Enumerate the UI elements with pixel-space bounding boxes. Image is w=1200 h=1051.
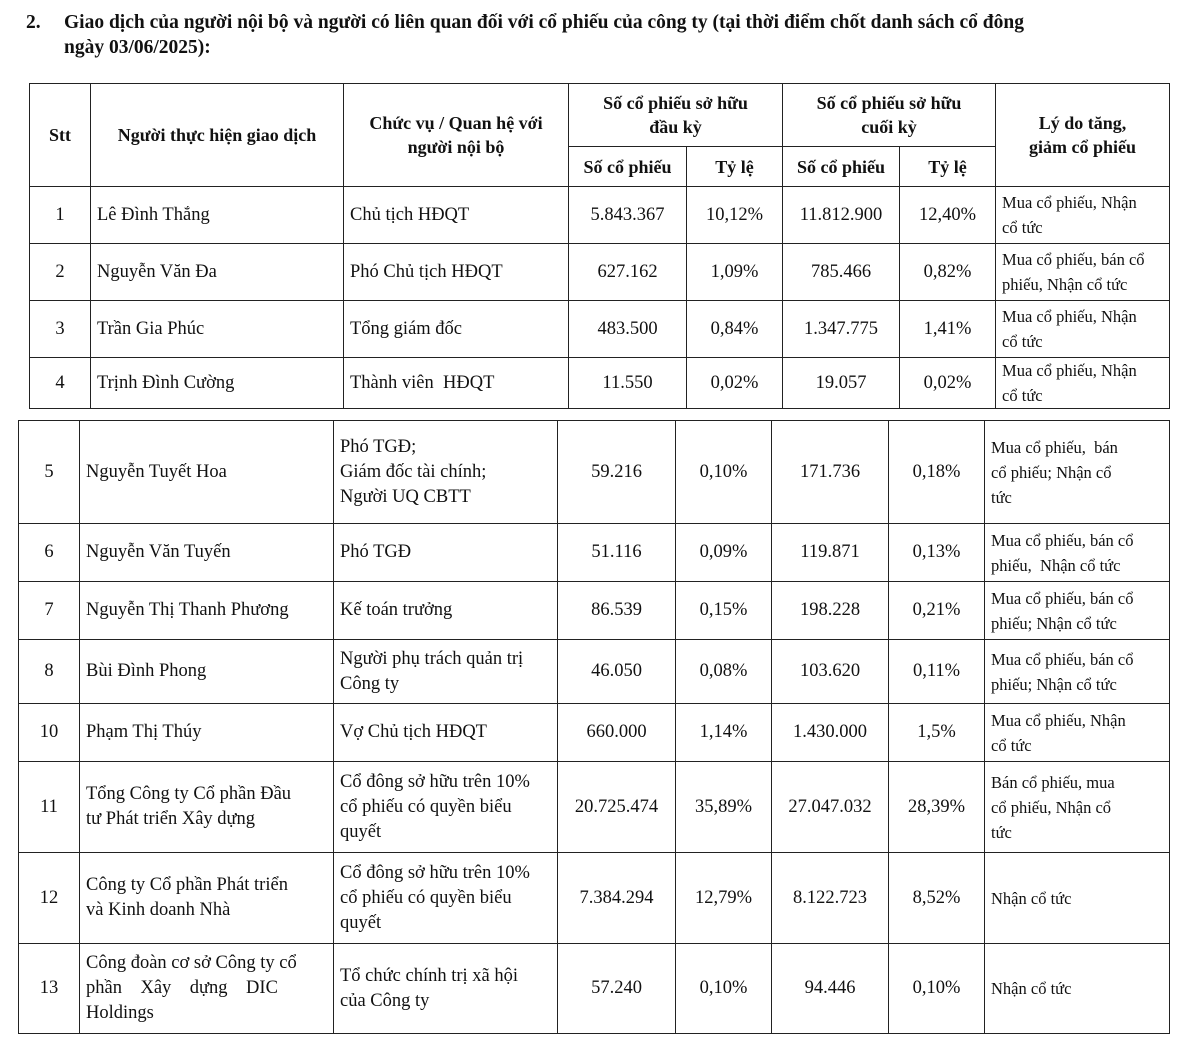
person-line: Holdings [86, 1003, 154, 1023]
person-line: Nguyễn Thị Thanh Phương [86, 600, 289, 620]
table-row [19, 762, 1170, 853]
person-cell [80, 421, 334, 524]
table-row [30, 244, 1170, 301]
person-cell [91, 358, 344, 409]
reason-line: phiếu; Nhận cổ tức [991, 613, 1117, 633]
end-ratio-cell: 0,13% [889, 524, 985, 582]
reason-line: Mua cổ phiếu, bán cổ [991, 530, 1134, 550]
person-line: phần Xây dựng DIC [86, 978, 278, 998]
reason-line: phiếu, Nhận cổ tức [1002, 275, 1128, 294]
reason-cell [985, 704, 1170, 762]
start-shares-cell: 86.539 [558, 582, 676, 640]
position-cell [334, 582, 558, 640]
start-shares-cell: 59.216 [558, 421, 676, 524]
person-line: Nguyễn Văn Đa [97, 261, 217, 282]
section-heading [26, 10, 1176, 60]
position-line: Phó TGĐ [340, 542, 412, 562]
end-ratio-cell: 0,82% [900, 244, 996, 301]
end-shares-cell: 94.446 [772, 944, 889, 1034]
position-line: Vợ Chủ tịch HĐQT [340, 722, 487, 742]
person-line: tư Phát triển Xây dựng [86, 809, 256, 829]
person-line: Lê Đình Thắng [97, 204, 210, 225]
position-line: quyết [340, 912, 382, 933]
table-body-part-2 [19, 421, 1170, 1034]
start-ratio-cell: 1,09% [687, 244, 783, 301]
reason-line: phiếu, Nhận cổ tức [991, 555, 1121, 575]
reason-cell [996, 244, 1170, 301]
reason-line: Mua cổ phiếu, Nhận [1002, 307, 1137, 326]
table-row [19, 524, 1170, 582]
end-shares-cell: 198.228 [772, 582, 889, 640]
reason-line: phiếu; Nhận cổ tức [991, 674, 1117, 694]
header-start-shares: Số cổ phiếu [569, 147, 687, 187]
table-row [19, 640, 1170, 704]
reason-line: Mua cổ phiếu, bán [991, 437, 1118, 457]
section-number: 2. [26, 12, 41, 33]
position-line: Người UQ CBTT [340, 486, 471, 507]
table-row [30, 187, 1170, 244]
person-line: Nguyễn Văn Tuyến [86, 542, 231, 562]
position-line: cổ phiếu có quyền biểu [340, 887, 512, 908]
start-shares-cell: 11.550 [569, 358, 687, 409]
reason-cell [985, 762, 1170, 853]
end-ratio-cell: 28,39% [889, 762, 985, 853]
table-row [19, 944, 1170, 1034]
end-shares-cell: 119.871 [772, 524, 889, 582]
header-stt: Stt [30, 84, 91, 187]
position-line: Người phụ trách quản trị [340, 648, 524, 669]
reason-line: Mua cổ phiếu, bán cổ [1002, 250, 1145, 269]
reason-cell [985, 640, 1170, 704]
insider-transactions-table-part-2 [18, 420, 1170, 1034]
position-cell [334, 762, 558, 853]
end-ratio-cell: 1,5% [889, 704, 985, 762]
table-row [30, 301, 1170, 358]
person-line: Phạm Thị Thúy [86, 722, 202, 742]
position-cell [334, 524, 558, 582]
end-ratio-cell: 0,18% [889, 421, 985, 524]
person-line: và Kinh doanh Nhà [86, 900, 231, 920]
end-shares-cell: 785.466 [783, 244, 900, 301]
start-shares-cell: 57.240 [558, 944, 676, 1034]
stt-cell: 8 [19, 640, 80, 704]
position-cell [334, 704, 558, 762]
stt-cell: 11 [19, 762, 80, 853]
header-reason-line-1: Lý do tăng, [1038, 113, 1127, 133]
stt-cell: 12 [19, 853, 80, 944]
end-shares-cell: 171.736 [772, 421, 889, 524]
person-cell [80, 640, 334, 704]
position-cell [334, 421, 558, 524]
end-ratio-cell: 0,02% [900, 358, 996, 409]
start-shares-cell: 46.050 [558, 640, 676, 704]
header-reason-line-2: giảm cổ phiếu [1029, 137, 1137, 157]
reason-line: cổ tức [1002, 386, 1043, 405]
position-line: Giám đốc tài chính; [340, 461, 487, 482]
end-ratio-cell: 0,11% [889, 640, 985, 704]
stt-cell: 1 [30, 187, 91, 244]
table-row [19, 582, 1170, 640]
table-row [19, 704, 1170, 762]
reason-line: Mua cổ phiếu, Nhận [1002, 193, 1137, 212]
position-line: Kế toán trưởng [340, 600, 453, 620]
reason-line: Mua cổ phiếu, bán cổ [991, 588, 1134, 608]
position-cell [344, 187, 569, 244]
position-line: Cổ đông sở hữu trên 10% [340, 771, 530, 792]
reason-line: cổ tức [991, 735, 1032, 755]
position-cell [334, 944, 558, 1034]
start-ratio-cell: 12,79% [676, 853, 772, 944]
reason-line: Nhận cổ tức [991, 888, 1072, 908]
person-cell [80, 944, 334, 1034]
heading-line-2: ngày 03/06/2025): [64, 37, 211, 58]
reason-line: Bán cổ phiếu, mua [991, 772, 1115, 792]
position-line: Phó Chủ tịch HĐQT [350, 261, 503, 282]
person-cell [80, 582, 334, 640]
position-line: Thành viên HĐQT [350, 372, 495, 393]
position-line: Phó TGĐ; [340, 436, 417, 457]
stt-cell: 13 [19, 944, 80, 1034]
start-ratio-cell: 35,89% [676, 762, 772, 853]
stt-cell: 4 [30, 358, 91, 409]
position-line: Chủ tịch HĐQT [350, 204, 470, 225]
table-row [19, 853, 1170, 944]
reason-line: Mua cổ phiếu, bán cổ [991, 649, 1134, 669]
reason-line: Mua cổ phiếu, Nhận [991, 710, 1126, 730]
person-line: Công ty Cổ phần Phát triển [86, 875, 288, 895]
person-line: Công đoàn cơ sở Công ty cổ [86, 953, 297, 973]
position-cell [344, 358, 569, 409]
person-cell [91, 244, 344, 301]
header-end-shares: Số cổ phiếu [783, 147, 900, 187]
position-line: Tổ chức chính trị xã hội [340, 965, 519, 986]
insider-transactions-table-part-1 [29, 83, 1170, 409]
end-ratio-cell: 1,41% [900, 301, 996, 358]
reason-line: cổ phiếu, Nhận cổ [991, 797, 1112, 817]
header-end-line-1: Số cổ phiếu sở hữu [816, 93, 962, 113]
person-cell [80, 524, 334, 582]
position-cell [334, 640, 558, 704]
start-shares-cell: 660.000 [558, 704, 676, 762]
end-shares-cell: 1.347.775 [783, 301, 900, 358]
end-ratio-cell: 0,21% [889, 582, 985, 640]
start-ratio-cell: 0,09% [676, 524, 772, 582]
reason-cell [996, 187, 1170, 244]
position-line: Tổng giám đốc [350, 318, 463, 339]
header-person: Người thực hiện giao dịch [91, 84, 344, 187]
start-shares-cell: 20.725.474 [558, 762, 676, 853]
person-cell [80, 853, 334, 944]
position-line: Công ty [340, 673, 400, 694]
end-shares-cell: 103.620 [772, 640, 889, 704]
end-shares-cell: 27.047.032 [772, 762, 889, 853]
reason-line: cổ phiếu; Nhận cổ [991, 462, 1112, 482]
table-row [19, 421, 1170, 524]
position-line: quyết [340, 821, 382, 842]
stt-cell: 5 [19, 421, 80, 524]
end-shares-cell: 1.430.000 [772, 704, 889, 762]
reason-line: tức [991, 487, 1012, 507]
table-row [30, 358, 1170, 409]
reason-cell [996, 358, 1170, 409]
end-shares-cell: 19.057 [783, 358, 900, 409]
person-line: Trần Gia Phúc [97, 318, 205, 339]
reason-cell [985, 421, 1170, 524]
reason-cell [985, 853, 1170, 944]
person-line: Trịnh Đình Cường [97, 372, 235, 393]
end-shares-cell: 8.122.723 [772, 853, 889, 944]
heading-line-1 [26, 10, 1176, 35]
reason-line: cổ tức [1002, 332, 1043, 351]
stt-cell: 2 [30, 244, 91, 301]
reason-line: Nhận cổ tức [991, 979, 1072, 998]
position-line: cổ phiếu có quyền biểu [340, 796, 512, 817]
start-ratio-cell: 0,84% [687, 301, 783, 358]
header-start-ratio: Tỷ lệ [687, 147, 783, 187]
position-cell [344, 301, 569, 358]
start-shares-cell: 627.162 [569, 244, 687, 301]
reason-line: tức [991, 822, 1012, 842]
header-reason [996, 84, 1170, 187]
header-end-ratio: Tỷ lệ [900, 147, 996, 187]
end-shares-cell: 11.812.900 [783, 187, 900, 244]
person-cell [91, 187, 344, 244]
header-position [344, 84, 569, 187]
person-line: Tổng Công ty Cổ phần Đầu [86, 784, 292, 804]
stt-cell: 3 [30, 301, 91, 358]
reason-cell [985, 582, 1170, 640]
stt-cell: 6 [19, 524, 80, 582]
person-cell [91, 301, 344, 358]
start-ratio-cell: 0,10% [676, 421, 772, 524]
header-position-line-1: Chức vụ / Quan hệ với [369, 113, 543, 133]
start-ratio-cell: 0,02% [687, 358, 783, 409]
header-start-holdings [569, 84, 783, 147]
header-position-line-2: người nội bộ [407, 137, 505, 157]
start-ratio-cell: 10,12% [687, 187, 783, 244]
person-cell [80, 704, 334, 762]
reason-line: cổ tức [1002, 218, 1043, 237]
reason-cell [996, 301, 1170, 358]
heading-text: Giao dịch của người nội bộ và người có liên quan đối với cổ phiếu của công ty (tại thời điểm chốt danh sách cổ đông [64, 12, 1024, 33]
position-line: của Công ty [340, 990, 430, 1011]
start-shares-cell: 5.843.367 [569, 187, 687, 244]
position-cell [344, 244, 569, 301]
reason-cell [985, 944, 1170, 1034]
header-end-line-2: cuối kỳ [861, 117, 917, 137]
header-end-holdings [783, 84, 996, 147]
stt-cell: 7 [19, 582, 80, 640]
reason-line: Mua cổ phiếu, Nhận [1002, 361, 1137, 380]
start-ratio-cell: 0,08% [676, 640, 772, 704]
table-body-part-1 [30, 187, 1170, 409]
header-start-line-1: Số cổ phiếu sở hữu [603, 93, 748, 113]
header-start-line-2: đầu kỳ [649, 117, 702, 137]
start-ratio-cell: 1,14% [676, 704, 772, 762]
start-ratio-cell: 0,15% [676, 582, 772, 640]
end-ratio-cell: 8,52% [889, 853, 985, 944]
start-ratio-cell: 0,10% [676, 944, 772, 1034]
start-shares-cell: 51.116 [558, 524, 676, 582]
reason-cell [985, 524, 1170, 582]
end-ratio-cell: 12,40% [900, 187, 996, 244]
person-line: Nguyễn Tuyết Hoa [86, 461, 227, 482]
start-shares-cell: 7.384.294 [558, 853, 676, 944]
person-cell [80, 762, 334, 853]
stt-cell: 10 [19, 704, 80, 762]
start-shares-cell: 483.500 [569, 301, 687, 358]
position-line: Cổ đông sở hữu trên 10% [340, 862, 530, 883]
position-cell [334, 853, 558, 944]
person-line: Bùi Đình Phong [86, 661, 207, 681]
end-ratio-cell: 0,10% [889, 944, 985, 1034]
